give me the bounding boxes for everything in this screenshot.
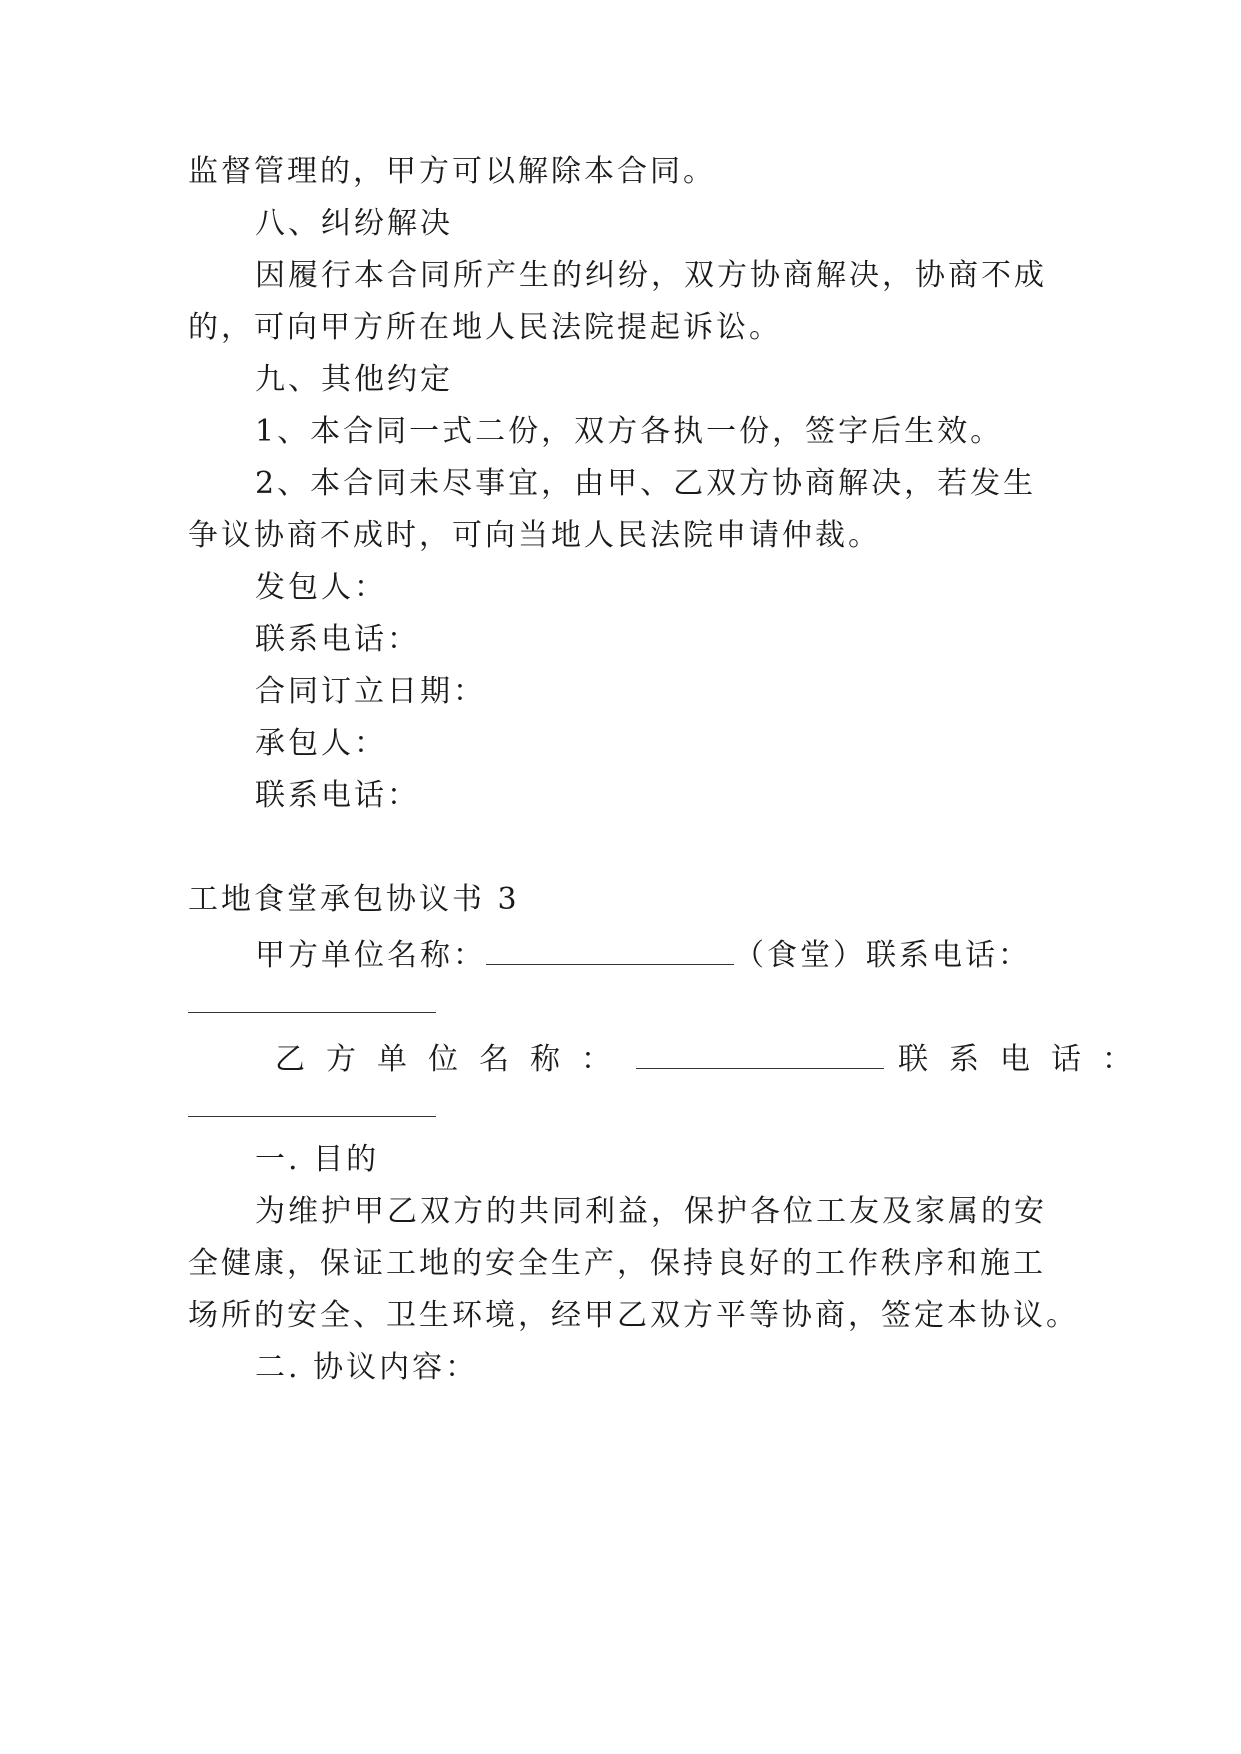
signature-phone-label: 联系电话：: [255, 778, 420, 813]
paragraph-line: 全健康，保证工地的安全生产，保持良好的工作秩序和施工: [188, 1246, 1046, 1281]
party-a-phone-label: （食堂）联系电话：: [734, 938, 1031, 973]
party-b-name-blank: [636, 1036, 884, 1069]
paragraph-line: 2、本合同未尽事宜，由甲、乙双方协商解决，若发生: [255, 466, 1037, 501]
party-b-phone-blank: [188, 1116, 436, 1117]
paragraph-line: 监督管理的，甲方可以解除本合同。: [188, 154, 716, 189]
signature-date-label: 合同订立日期：: [255, 674, 486, 709]
paragraph-line: 因履行本合同所产生的纠纷，双方协商解决，协商不成: [255, 258, 1047, 293]
paragraph-line: 争议协商不成时，可向当地人民法院申请仲裁。: [188, 518, 881, 553]
party-b-line: [275, 1036, 1153, 1080]
section-heading-purpose: 一. 目的: [255, 1142, 380, 1177]
party-b-phone-label: 联系电话：: [898, 1042, 1153, 1077]
signature-contractor-label: 发包人：: [255, 570, 387, 605]
agreement-title: 工地食堂承包协议书 3: [188, 882, 520, 917]
party-b-label: 乙方单位名称：: [275, 1042, 632, 1077]
section-heading-content: 二. 协议内容：: [255, 1350, 479, 1385]
party-a-label: 甲方单位名称：: [255, 938, 486, 973]
paragraph-line: 1、本合同一式二份，双方各执一份，签字后生效。: [255, 414, 1004, 449]
paragraph-line: 的，可向甲方所在地人民法院提起诉讼。: [188, 310, 782, 345]
party-a-phone-blank: [188, 1012, 436, 1013]
section-heading-8: 八、纠纷解决: [255, 206, 453, 241]
party-a-line: [255, 932, 1068, 976]
signature-phone-label: 联系电话：: [255, 622, 420, 657]
party-a-name-blank: [486, 932, 734, 965]
section-heading-9: 九、其他约定: [255, 362, 453, 397]
paragraph-line: 场所的安全、卫生环境，经甲乙双方平等协商，签定本协议。: [188, 1298, 1079, 1333]
signature-contractee-label: 承包人：: [255, 726, 387, 761]
paragraph-line: 为维护甲乙双方的共同利益，保护各位工友及家属的安: [255, 1194, 1047, 1229]
